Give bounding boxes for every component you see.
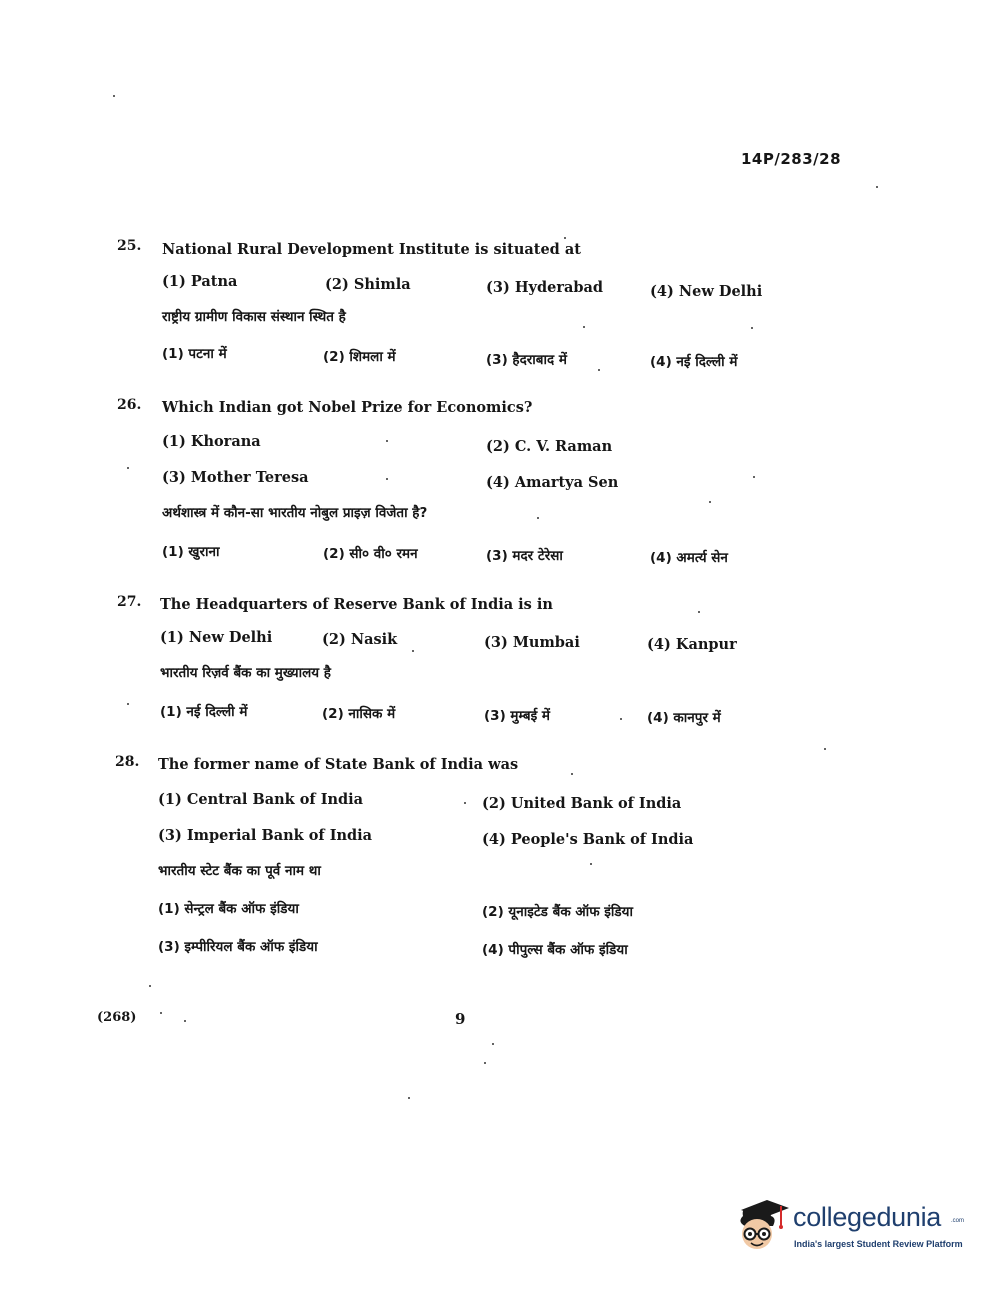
logo-domain-suffix: .com xyxy=(951,1218,965,1224)
hindi-question-text: भारतीय रिज़र्व बैंक का मुख्यालय है xyxy=(160,665,331,681)
hindi-option: (4) पीपुल्स बैंक ऑफ इंडिया xyxy=(482,942,628,958)
hindi-option: (1) खुराना xyxy=(162,544,220,560)
option: (2) Shimla xyxy=(325,276,411,293)
hindi-option: (2) शिमला में xyxy=(323,349,396,365)
question-number: 28. xyxy=(115,754,140,770)
hindi-question-text: राष्ट्रीय ग्रामीण विकास संस्थान स्थित है xyxy=(162,309,346,325)
hindi-option: (4) कानपुर में xyxy=(647,710,721,726)
booklet-code: (268) xyxy=(97,1010,137,1025)
hindi-option: (3) इम्पीरियल बैंक ऑफ इंडिया xyxy=(158,939,318,955)
collegedunia-logo xyxy=(733,1196,963,1260)
hindi-option: (2) सी० वी० रमन xyxy=(323,546,418,562)
option: (1) Khorana xyxy=(162,433,261,450)
hindi-option: (3) मदर टेरेसा xyxy=(486,548,563,564)
question-text: National Rural Development Institute is situated at xyxy=(162,241,581,258)
option: (1) Central Bank of India xyxy=(158,791,364,808)
hindi-option: (2) यूनाइटेड बैंक ऑफ इंडिया xyxy=(482,904,633,920)
option: (1) Patna xyxy=(162,273,238,290)
option: (3) Mumbai xyxy=(484,634,580,651)
option: (1) New Delhi xyxy=(160,629,273,646)
option: (3) Mother Teresa xyxy=(162,469,309,486)
hindi-option: (1) पटना में xyxy=(162,346,227,362)
paper-code: 14P/283/28 xyxy=(741,150,842,168)
option: (3) Hyderabad xyxy=(486,279,604,296)
page-number: 9 xyxy=(455,1010,466,1028)
mascot-icon xyxy=(733,1196,791,1260)
hindi-option: (1) नई दिल्ली में xyxy=(160,704,248,720)
question-text: The Headquarters of Reserve Bank of India is in xyxy=(160,596,553,613)
hindi-option: (4) नई दिल्ली में xyxy=(650,354,738,370)
option: (2) United Bank of India xyxy=(482,795,682,812)
question-number: 26. xyxy=(117,397,142,413)
hindi-question-text: भारतीय स्टेट बैंक का पूर्व नाम था xyxy=(158,863,321,879)
logo-tagline: India's largest Student Review Platform xyxy=(794,1239,963,1249)
hindi-option: (4) अमर्त्य सेन xyxy=(650,550,728,566)
option: (2) C. V. Raman xyxy=(486,438,613,455)
logo-wordmark: collegedunia xyxy=(793,1202,942,1232)
option: (4) New Delhi xyxy=(650,283,763,300)
question-number: 27. xyxy=(117,594,142,610)
hindi-option: (1) सेन्ट्रल बैंक ऑफ इंडिया xyxy=(158,901,299,917)
option: (4) Amartya Sen xyxy=(486,474,619,491)
hindi-option: (3) मुम्बई में xyxy=(484,708,551,724)
option: (3) Imperial Bank of India xyxy=(158,827,373,844)
question-text: The former name of State Bank of India was xyxy=(158,756,519,773)
question-number: 25. xyxy=(117,238,142,254)
hindi-option: (2) नासिक में xyxy=(322,706,396,722)
hindi-option: (3) हैदराबाद में xyxy=(486,352,567,368)
hindi-question-text: अर्थशास्त्र में कौन-सा भारतीय नोबुल प्राइज़ विजेता है? xyxy=(162,505,428,521)
question-text: Which Indian got Nobel Prize for Economics? xyxy=(162,399,533,416)
option: (4) Kanpur xyxy=(647,636,737,653)
option: (4) People's Bank of India xyxy=(482,831,694,848)
option: (2) Nasik xyxy=(322,631,398,648)
